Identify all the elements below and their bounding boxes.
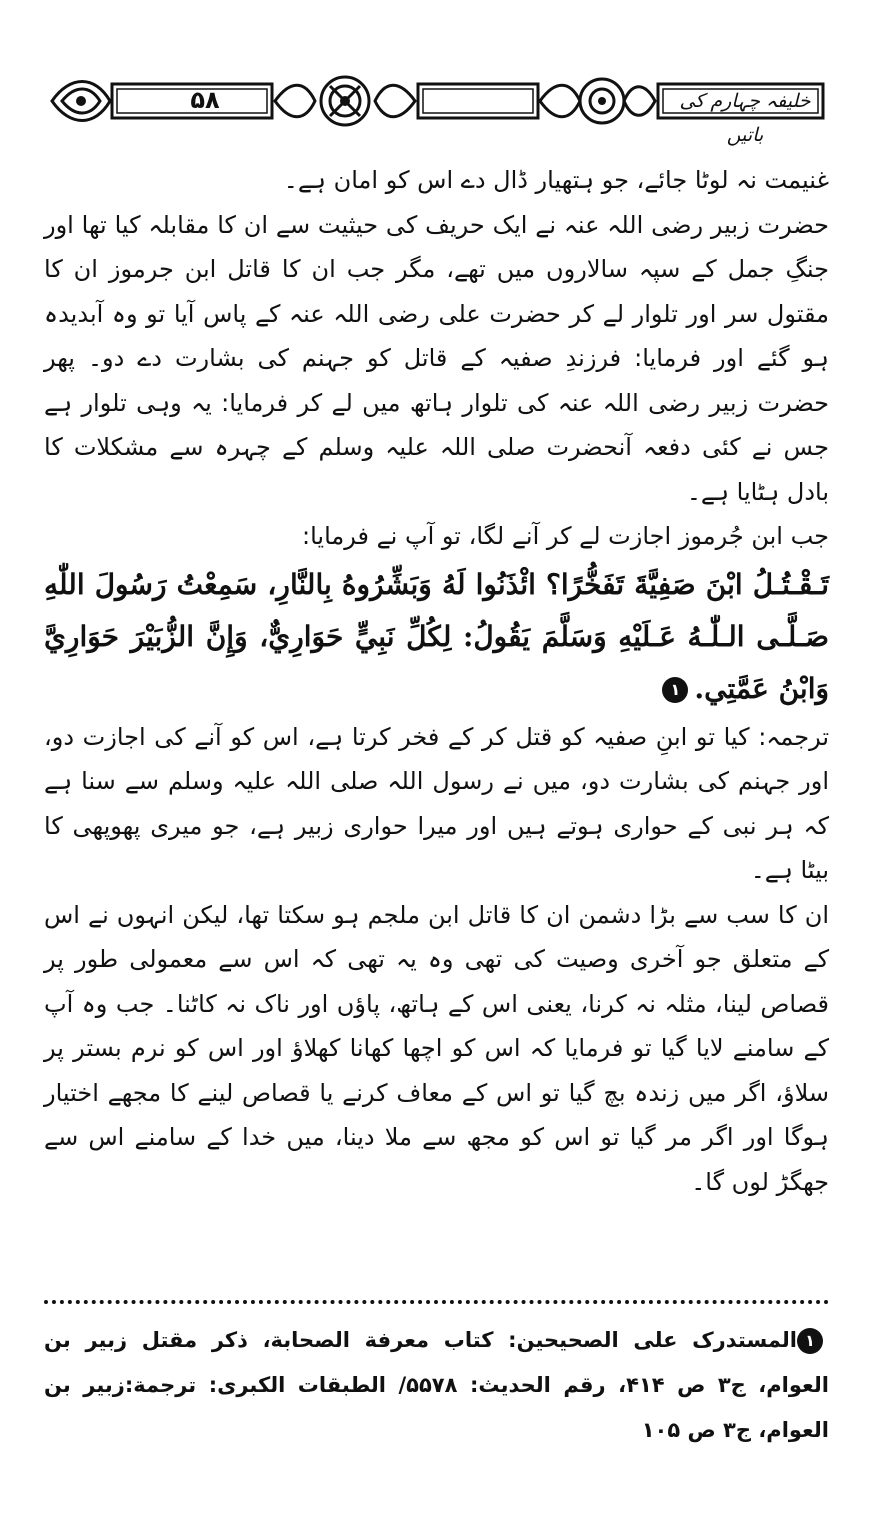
footnotes xyxy=(44,1318,829,1453)
page-number: ۵۸ xyxy=(190,86,220,114)
page-header xyxy=(50,70,825,146)
footnote-1 xyxy=(44,1318,829,1453)
arabic-quote xyxy=(44,559,829,715)
translation-paragraph: ترجمہ: کیا تو ابنِ صفیہ کو قتل کر کے فخر کرتا ہے، اس کو آنے کی اجازت دو، اور جہنم کی بشارت دو، میں نے رسول اللہ صلی اللہ علیہ وسلم سے سنا ہے کہ ہر نبی کے حواری ہوتے ہیں اور میرا حواری زبیر ہے، جو میری پھوپھی کا بیٹا ہے۔ xyxy=(44,722,830,884)
running-title: خلیفہ چہارم کی باتیں xyxy=(679,90,811,146)
main-text xyxy=(44,158,829,1204)
footnote-marker-ref: ١ xyxy=(662,677,688,703)
paragraph-2: حضرت زبیر رضی اللہ عنہ نے ایک حریف کی حیثیت سے ان کا مقابلہ کیا تھا اور جنگِ جمل کے سپہ سالاروں میں تھے، مگر جب ان کا قاتل ابن جرموز ان کا مقتول سر اور تلوار لے کر حضرت علی رضی اللہ عنہ کے پاس آیا تو وہ آبدیدہ ہو گئے اور فرمایا: فرزندِ صفیہ کے قاتل کو جہنم کی بشارت دے دو۔ پھر حضرت زبیر رضی اللہ عنہ کی تلوار ہاتھ میں لے کر فرمایا: یہ وہی تلوار ہے جس نے کئی دفعہ آنحضرت صلی اللہ علیہ وسلم کے چہرہ سے مشکلات کا بادل ہٹایا ہے۔ xyxy=(44,210,829,506)
paragraph-3: جب ابن جُرموز اجازت لے کر آنے لگا، تو آپ نے فرمایا: xyxy=(302,522,829,550)
footnote-separator xyxy=(44,1300,829,1304)
footnote-marker: ١ xyxy=(797,1328,823,1354)
paragraph-1: غنیمت نہ لوٹا جائے، جو ہتھیار ڈال دے اس کو امان ہے۔ xyxy=(283,166,829,194)
footnote-text: المستدرک علی الصحیحین: کتاب معرفة الصحابة، ذکر مقتل زبیر بن العوام، ج۳ ص ۴۱۴، رقم الحدیث: ۵۵۷۸/ الطبقات الکبری: ترجمة:زبیر بن العوام، ج۳ ص ۱۰۵ xyxy=(44,1328,829,1442)
arabic-quote-text: تَـقْـتُـلُ ابْنَ صَفِيَّةَ تَفَخُّرًا؟ ائْذَنُوا لَهُ وَبَشِّرُوهُ بِالنَّارِ، سَمِعْتُ رَسُولَ اللّٰهِ صَـلَّـى الـلّٰـهُ عَـلَيْهِ وَسَلَّمَ يَقُولُ: لِكُلِّ نَبِيٍّ حَوَارِيٌّ، وَإِنَّ الزُّبَيْرَ حَوَارِيَّ وَابْنُ عَمَّتِي. xyxy=(44,567,829,705)
paragraph-5: ان کا سب سے بڑا دشمن ان کا قاتل ابن ملجم ہو سکتا تھا، لیکن انہوں نے اس کے متعلق جو آخری وصیت کی تھی وہ یہ تھی کہ اس سے معمولی طور پر قصاص لینا، مثلہ نہ کرنا، یعنی اس کے ہاتھ، پاؤں اور ناک نہ کاٹنا۔ جب وہ آپ کے سامنے لایا گیا تو فرمایا کہ اس کو اچھا کھانا کھلاؤ اور اس کو نرم بستر پر سلاؤ، اگر میں زندہ بچ گیا تو اس کے معاف کرنے یا قصاص لینے کا مجھے اختیار ہوگا اور اگر مر گیا تو اس کو مجھ سے ملا دینا، میں خدا کے سامنے اس سے جھگڑ لوں گا۔ xyxy=(44,900,829,1196)
